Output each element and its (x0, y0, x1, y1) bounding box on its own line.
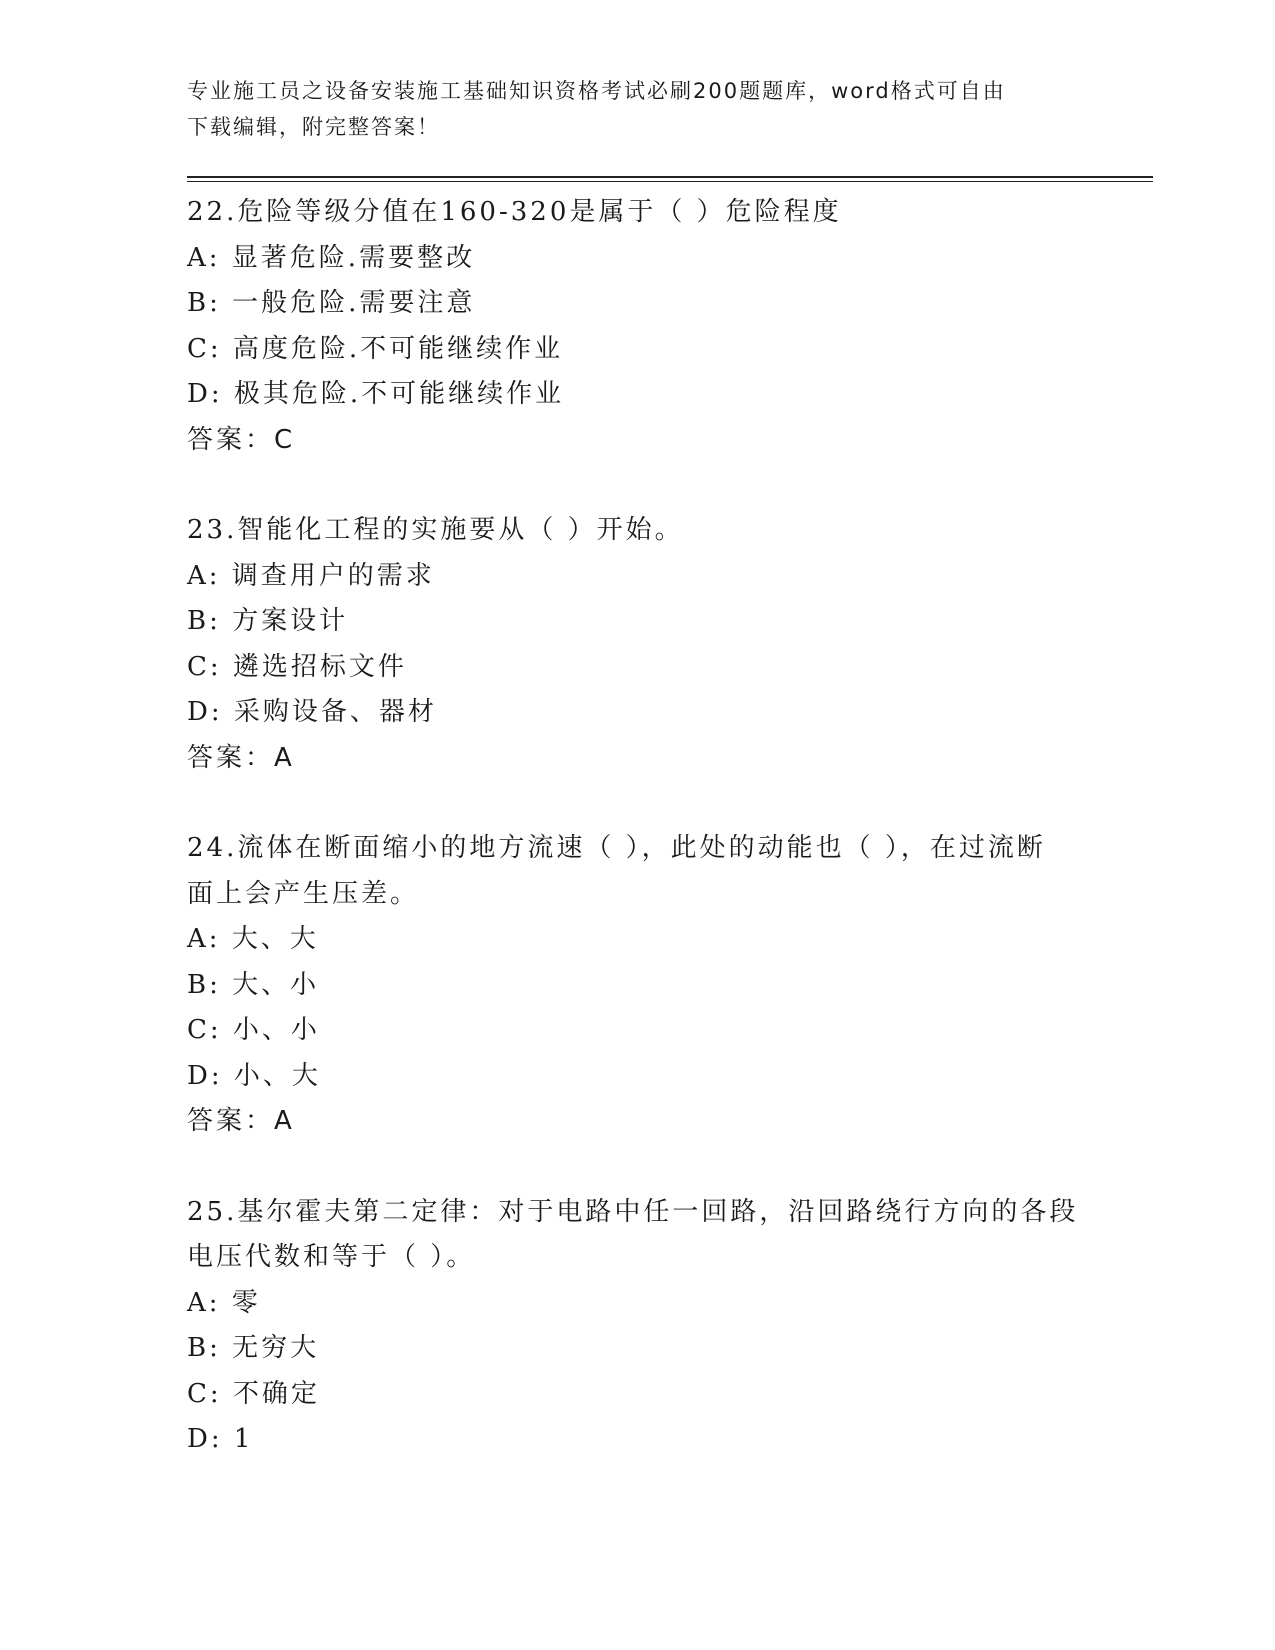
question-22 (187, 190, 1087, 463)
answer-line: 答案：A (187, 1106, 295, 1136)
question-23 (187, 508, 1087, 781)
question-stem-line-2: 电压代数和等于（ ）。 (187, 1242, 476, 1272)
header-divider-thick (187, 176, 1153, 178)
option-b: B: 方案设计 (187, 606, 349, 636)
option-b: B: 大、小 (187, 969, 320, 1000)
question-list (187, 190, 1087, 1508)
option-d: D: 小、大 (187, 1060, 321, 1091)
question-stem-line-1: 25.基尔霍夫第二定律：对于电路中任一回路，沿回路绕行方向的各段 (187, 1196, 1079, 1227)
option-b: B: 无穷大 (187, 1333, 320, 1363)
option-c: C: 小、小 (187, 1015, 320, 1045)
option-c: C: 高度危险.不可能继续作业 (187, 333, 564, 364)
answer-line: 答案：C (187, 424, 296, 455)
option-a: A: 显著危险.需要整改 (187, 242, 476, 273)
option-d: D: 1 (187, 1424, 254, 1454)
question-stem: 22.危险等级分值在160-320是属于（ ）危险程度 (187, 197, 842, 227)
option-c: C: 遴选招标文件 (187, 651, 407, 682)
question-25 (187, 1190, 1087, 1463)
question-stem-line-1: 24.流体在断面缩小的地方流速（ ），此处的动能也（ ），在过流断 (187, 833, 1046, 863)
question-24 (187, 826, 1087, 1145)
document-header (187, 73, 1067, 145)
question-stem-line-2: 面上会产生压差。 (187, 878, 420, 909)
option-c: C: 不确定 (187, 1378, 320, 1409)
option-d: D: 采购设备、器材 (187, 697, 437, 727)
option-d: D: 极其危险.不可能继续作业 (187, 379, 565, 409)
option-a: A: 调查用户的需求 (187, 560, 435, 591)
header-divider-thin (187, 181, 1153, 182)
option-a: A: 零 (187, 1287, 261, 1318)
option-b: B: 一般危险.需要注意 (187, 288, 476, 318)
option-a: A: 大、大 (187, 924, 319, 954)
header-line-2: 下载编辑，附完整答案！ (187, 115, 440, 139)
answer-line: 答案：A (187, 742, 295, 773)
question-stem: 23.智能化工程的实施要从（ ）开始。 (187, 515, 684, 545)
header-line-1: 专业施工员之设备安装施工基础知识资格考试必刷200题题库，word格式可自由 (187, 79, 1006, 103)
